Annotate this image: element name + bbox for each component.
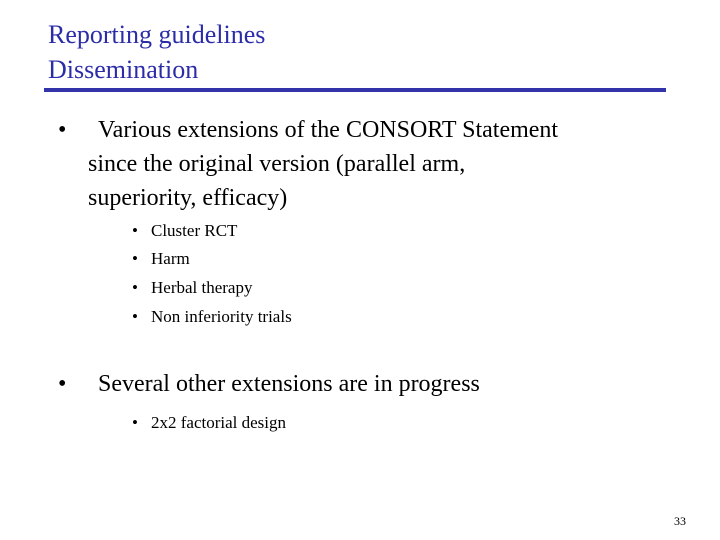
sub-bullet-icon: • [132,307,138,326]
title-line-1: Reporting guidelines [48,20,266,49]
sub-bullet-icon: • [132,278,138,297]
bullet-text-line-3: superiority, efficacy) [88,185,288,211]
page-number: 33 [674,514,686,528]
sub-item-text: Cluster RCT [151,221,238,240]
bullet-text-line-2: since the original version (parallel arm, [88,151,466,177]
sub-bullet-icon: • [132,249,138,268]
sub-bullet-icon: • [132,413,138,432]
sub-item-text: Harm [151,249,190,268]
sub-item-text: Herbal therapy [151,278,253,297]
sub-item-text: Non inferiority trials [151,307,292,326]
slide-title [48,17,265,87]
bullet-text-line-1: Several other extensions are in progress [98,371,480,397]
bullet-icon: • [58,117,67,143]
bullet-icon: • [58,371,67,397]
title-line-2: Dissemination [48,55,199,84]
sub-item-text: 2x2 factorial design [151,413,287,432]
sub-bullet-icon: • [132,221,138,240]
bullet-text-line-1: Various extensions of the CONSORT Statement [98,117,559,143]
title-underline-divider [44,88,666,92]
